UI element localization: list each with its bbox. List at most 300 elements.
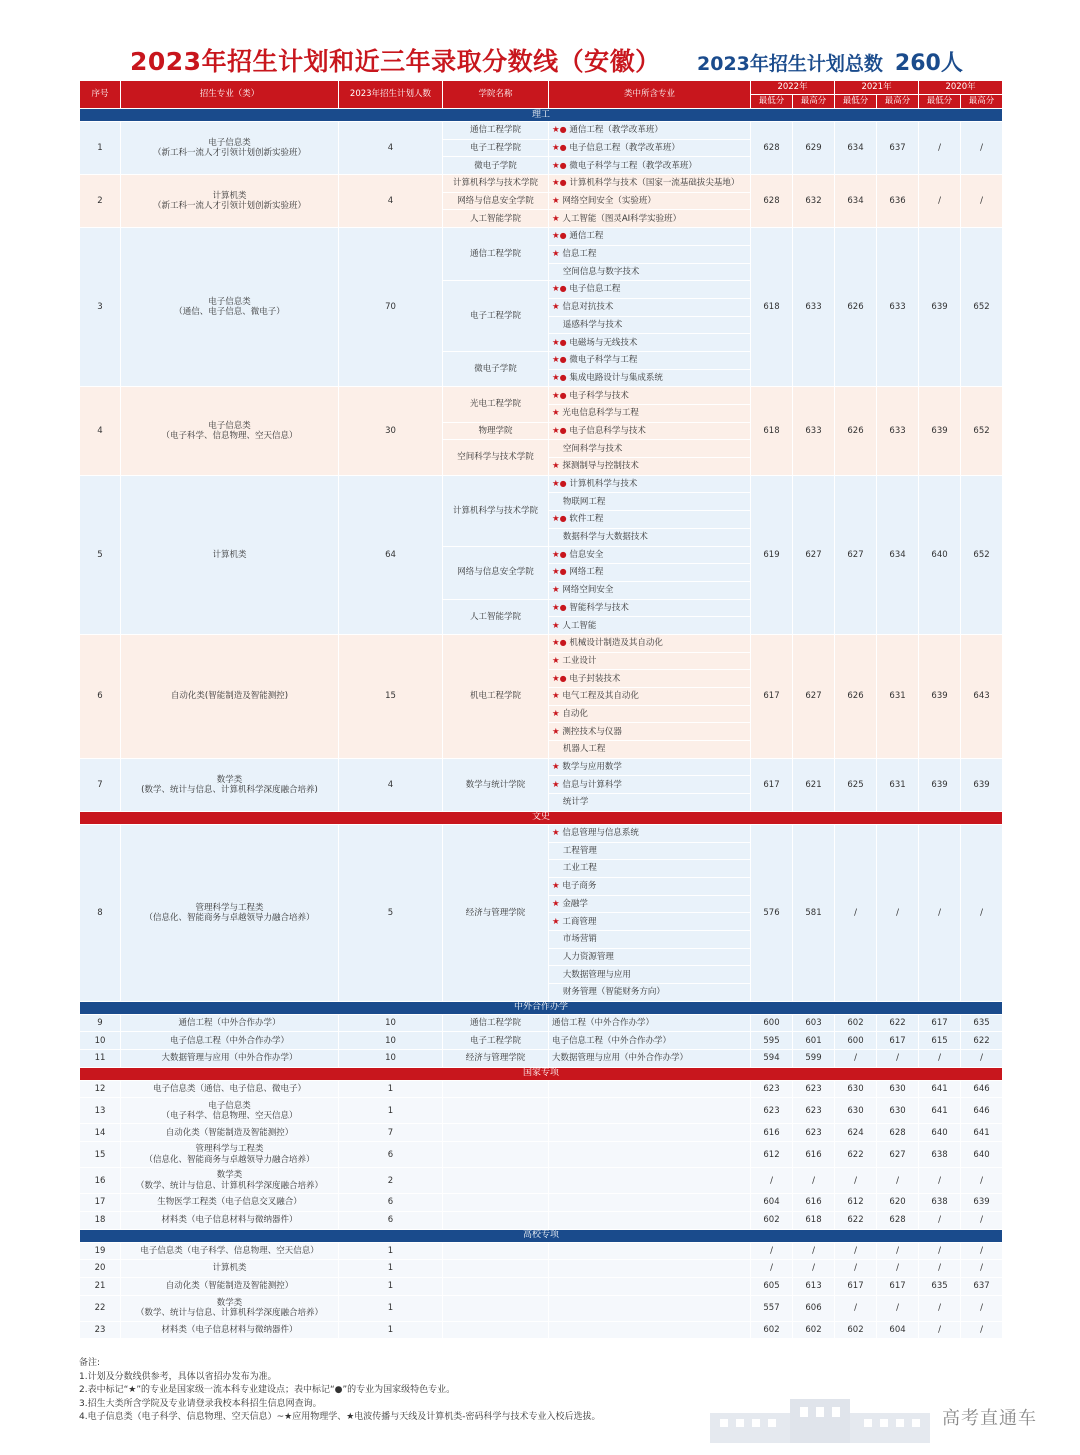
major-item: ★● 电子信息工程（教学改革班）	[549, 139, 751, 157]
row-seq: 11	[80, 1050, 121, 1068]
header-seq: 序号	[80, 81, 121, 109]
major-item: ★ 电子商务	[549, 877, 751, 895]
row-seq: 6	[80, 634, 121, 758]
major-item: ★● 电子科学与技术	[549, 387, 751, 405]
score: 631	[877, 634, 919, 758]
score: 631	[877, 758, 919, 811]
row-seq: 19	[80, 1242, 121, 1260]
row-seq: 15	[80, 1142, 121, 1168]
score: /	[961, 1211, 1003, 1229]
row-college	[443, 1168, 549, 1194]
score: 624	[835, 1124, 877, 1142]
score: /	[961, 1242, 1003, 1260]
score: /	[919, 175, 961, 228]
score: 633	[877, 228, 919, 387]
section-coop: 中外合作办学	[80, 1001, 1003, 1014]
major-item: ★ 信息管理与信息系统	[549, 824, 751, 842]
header-majors: 类中所含专业	[549, 81, 751, 109]
major-item: ★● 电磁场与无线技术	[549, 334, 751, 352]
major-item: ★ 信息工程	[549, 245, 751, 263]
score: /	[877, 1168, 919, 1194]
score: 639	[919, 634, 961, 758]
major-item: 财务管理（智能财务方向）	[549, 984, 751, 1002]
score: 639	[961, 758, 1003, 811]
row-category: 自动化类(智能制造及智能测控)	[121, 634, 339, 758]
header-college: 学院名称	[443, 81, 549, 109]
row-category: 数学类 (数学、统计与信息、计算机科学深度融合培养)	[121, 758, 339, 811]
score: 602	[835, 1014, 877, 1032]
row-college	[443, 1211, 549, 1229]
row-category: 自动化类（智能制造及智能测控）	[121, 1277, 339, 1295]
score: 557	[751, 1295, 793, 1321]
major-item: 工业工程	[549, 860, 751, 878]
score: /	[835, 1295, 877, 1321]
header-category: 招生专业（类）	[121, 81, 339, 109]
score: 630	[877, 1080, 919, 1098]
row-plan: 7	[339, 1124, 443, 1142]
header-year-2022: 2022年	[751, 81, 835, 95]
score: 623	[751, 1098, 793, 1124]
row-category: 电子信息类（通信、电子信息、微电子）	[121, 1080, 339, 1098]
score: /	[793, 1168, 835, 1194]
row-college: 电子工程学院	[443, 1032, 549, 1050]
major-item: ★ 光电信息科学与工程	[549, 405, 751, 423]
header-min: 最低分	[751, 95, 793, 109]
major-item: 市场营销	[549, 930, 751, 948]
score: 623	[793, 1124, 835, 1142]
table-row	[80, 1194, 1003, 1212]
row-majors	[549, 1142, 751, 1168]
row-college: 网络与信息安全学院	[443, 192, 549, 210]
note-item: 4.电子信息类（电子科学、信息物理、空天信息）~★应用物理学、★电波传播与天线及计算机类-密码科学与技术专业入校后选拔。	[79, 1412, 601, 1422]
score: /	[961, 824, 1003, 1001]
score: 628	[877, 1124, 919, 1142]
score: 602	[751, 1211, 793, 1229]
score: 618	[793, 1211, 835, 1229]
score: 617	[919, 1014, 961, 1032]
score: 612	[751, 1142, 793, 1168]
major-item: ★ 人工智能	[549, 617, 751, 635]
row-college: 通信工程学院	[443, 122, 549, 140]
major-item: 物联网工程	[549, 493, 751, 511]
score: 622	[877, 1014, 919, 1032]
score: 625	[835, 758, 877, 811]
major-item: 电子信息工程（中外合作办学）	[549, 1032, 751, 1050]
major-item: ★● 网络工程	[549, 564, 751, 582]
row-plan: 1	[339, 1321, 443, 1339]
score: 622	[835, 1211, 877, 1229]
notes	[79, 1357, 601, 1425]
score: 636	[877, 175, 919, 228]
table-row	[80, 1321, 1003, 1339]
score: /	[919, 1260, 961, 1278]
score: 599	[793, 1050, 835, 1068]
row-majors	[549, 1295, 751, 1321]
score: /	[793, 1260, 835, 1278]
major-item: ★● 计算机科学与技术	[549, 475, 751, 493]
score: /	[835, 1168, 877, 1194]
row-category: 管理科学与工程类 （信息化、智能商务与卓越领导力融合培养）	[121, 824, 339, 1001]
row-college: 经济与管理学院	[443, 824, 549, 1001]
table-row	[80, 824, 1003, 1001]
table-row	[80, 1014, 1003, 1032]
row-category: 大数据管理与应用（中外合作办学）	[121, 1050, 339, 1068]
score: 652	[961, 228, 1003, 387]
major-item: ★● 软件工程	[549, 511, 751, 529]
row-seq: 22	[80, 1295, 121, 1321]
score: 606	[793, 1295, 835, 1321]
row-plan: 6	[339, 1194, 443, 1212]
score: 616	[751, 1124, 793, 1142]
major-item: ★ 测控技术与仪器	[549, 723, 751, 741]
table-row	[80, 387, 1003, 475]
score: 626	[835, 634, 877, 758]
row-college: 人工智能学院	[443, 599, 549, 634]
score: 626	[835, 228, 877, 387]
score: 634	[835, 175, 877, 228]
major-item: ★ 网络空间安全	[549, 581, 751, 599]
score: /	[961, 122, 1003, 175]
major-item: 空间信息与数字技术	[549, 263, 751, 281]
score: 602	[835, 1321, 877, 1339]
score: 617	[877, 1032, 919, 1050]
major-item: 通信工程（中外合作办学）	[549, 1014, 751, 1032]
row-plan: 1	[339, 1277, 443, 1295]
row-seq: 18	[80, 1211, 121, 1229]
row-seq: 23	[80, 1321, 121, 1339]
score: 627	[793, 475, 835, 634]
score: /	[751, 1242, 793, 1260]
score: 640	[961, 1142, 1003, 1168]
score: 600	[835, 1032, 877, 1050]
row-college: 空间科学与技术学院	[443, 440, 549, 475]
row-plan: 1	[339, 1295, 443, 1321]
score: 637	[877, 122, 919, 175]
score: 617	[877, 1277, 919, 1295]
score: 617	[751, 758, 793, 811]
major-item: 大数据管理与应用	[549, 966, 751, 984]
score: 602	[793, 1321, 835, 1339]
score: 641	[961, 1124, 1003, 1142]
score: 640	[919, 475, 961, 634]
score: /	[961, 1168, 1003, 1194]
major-item: ★● 计算机科学与技术（国家一流基础拔尖基地）	[549, 175, 751, 193]
row-category: 电子信息类 （新工科一流人才引领计划创新实验班）	[121, 122, 339, 175]
row-majors	[549, 1211, 751, 1229]
table-row	[80, 1050, 1003, 1068]
row-plan: 30	[339, 387, 443, 475]
major-item: 人力资源管理	[549, 948, 751, 966]
score: 622	[961, 1032, 1003, 1050]
score: 630	[835, 1080, 877, 1098]
score: 623	[751, 1080, 793, 1098]
header-year-2020: 2020年	[919, 81, 1003, 95]
score: /	[877, 1295, 919, 1321]
table-row	[80, 1277, 1003, 1295]
row-college: 光电工程学院	[443, 387, 549, 422]
major-item: ★● 通信工程	[549, 228, 751, 246]
major-item: ★● 集成电路设计与集成系统	[549, 369, 751, 387]
score: 602	[751, 1321, 793, 1339]
major-item: 工程管理	[549, 842, 751, 860]
score: 630	[835, 1098, 877, 1124]
score: 639	[919, 758, 961, 811]
major-item: 数据科学与大数据技术	[549, 528, 751, 546]
row-seq: 21	[80, 1277, 121, 1295]
table-row	[80, 1242, 1003, 1260]
row-plan: 1	[339, 1260, 443, 1278]
row-plan: 10	[339, 1050, 443, 1068]
table-row	[80, 1142, 1003, 1168]
score: 641	[919, 1080, 961, 1098]
major-item: ★● 机械设计制造及其自动化	[549, 634, 751, 652]
major-item: 大数据管理与应用（中外合作办学）	[549, 1050, 751, 1068]
major-item: ★ 网络空间安全（实验班）	[549, 192, 751, 210]
table-row	[80, 175, 1003, 228]
score: 618	[751, 228, 793, 387]
score: /	[919, 1211, 961, 1229]
row-category: 通信工程（中外合作办学）	[121, 1014, 339, 1032]
row-seq: 12	[80, 1080, 121, 1098]
row-plan: 70	[339, 228, 443, 387]
score: 627	[793, 634, 835, 758]
major-item: ★ 数学与应用数学	[549, 758, 751, 776]
table-row	[80, 475, 1003, 634]
row-college: 通信工程学院	[443, 228, 549, 281]
score: 595	[751, 1032, 793, 1050]
major-item: 空间科学与技术	[549, 440, 751, 458]
score: /	[961, 1321, 1003, 1339]
row-college: 网络与信息安全学院	[443, 546, 549, 599]
major-item: ★ 工业设计	[549, 652, 751, 670]
campus-building-illustration	[700, 1395, 940, 1443]
score: 633	[793, 228, 835, 387]
row-majors	[549, 1321, 751, 1339]
score: /	[961, 175, 1003, 228]
table-row	[80, 1124, 1003, 1142]
score: 639	[919, 387, 961, 475]
row-seq: 7	[80, 758, 121, 811]
row-plan: 1	[339, 1098, 443, 1124]
score: /	[919, 1050, 961, 1068]
score: 637	[961, 1277, 1003, 1295]
table-row	[80, 1168, 1003, 1194]
section-arts: 文史	[80, 811, 1003, 824]
row-category: 数学类 （数学、统计与信息、计算机科学深度融合培养）	[121, 1295, 339, 1321]
row-plan: 2	[339, 1168, 443, 1194]
major-item: ★● 电子信息科学与技术	[549, 422, 751, 440]
row-college: 计算机科学与技术学院	[443, 175, 549, 193]
table-row	[80, 1080, 1003, 1098]
score: 617	[835, 1277, 877, 1295]
note-item: 2.表中标记“★”的专业是国家级一流本科专业建设点；表中标记“●”的专业为国家级特色专业。	[79, 1385, 456, 1395]
row-majors	[549, 1260, 751, 1278]
row-college	[443, 1098, 549, 1124]
score: /	[919, 1295, 961, 1321]
score: 628	[751, 122, 793, 175]
row-college	[443, 1142, 549, 1168]
row-seq: 9	[80, 1014, 121, 1032]
score: 635	[961, 1014, 1003, 1032]
major-item: 统计学	[549, 794, 751, 812]
row-majors	[549, 1168, 751, 1194]
row-college	[443, 1295, 549, 1321]
score: 634	[877, 475, 919, 634]
score: 640	[919, 1124, 961, 1142]
score: 605	[751, 1277, 793, 1295]
major-item: ★● 电子信息工程	[549, 281, 751, 299]
score: /	[877, 1050, 919, 1068]
row-plan: 6	[339, 1211, 443, 1229]
score: 576	[751, 824, 793, 1001]
row-college: 电子工程学院	[443, 281, 549, 352]
row-majors	[549, 1242, 751, 1260]
score: 646	[961, 1080, 1003, 1098]
major-item: ★ 自动化	[549, 705, 751, 723]
score: 652	[961, 475, 1003, 634]
major-item: ★● 电子封装技术	[549, 670, 751, 688]
row-college	[443, 1242, 549, 1260]
row-majors	[549, 1277, 751, 1295]
major-item: ★ 信息与计算科学	[549, 776, 751, 794]
row-college	[443, 1194, 549, 1212]
row-plan: 6	[339, 1142, 443, 1168]
score: 627	[835, 475, 877, 634]
score: 633	[793, 387, 835, 475]
score: 626	[835, 387, 877, 475]
score: /	[961, 1260, 1003, 1278]
major-item: ★ 信息对抗技术	[549, 298, 751, 316]
row-category: 电子信息类 （通信、电子信息、微电子）	[121, 228, 339, 387]
header-max: 最高分	[877, 95, 919, 109]
score: 628	[751, 175, 793, 228]
row-college: 机电工程学院	[443, 634, 549, 758]
score: /	[877, 1242, 919, 1260]
score: 646	[961, 1098, 1003, 1124]
table-row	[80, 1260, 1003, 1278]
row-category: 电子信息类 （电子科学、信息物理、空天信息）	[121, 1098, 339, 1124]
header-max: 最高分	[793, 95, 835, 109]
score: /	[835, 824, 877, 1001]
header-max: 最高分	[961, 95, 1003, 109]
row-category: 电子信息类 （电子科学、信息物理、空天信息）	[121, 387, 339, 475]
row-plan: 4	[339, 758, 443, 811]
major-item: 遥感科学与技术	[549, 316, 751, 334]
major-item: ★ 金融学	[549, 895, 751, 913]
score: /	[835, 1242, 877, 1260]
score: 620	[877, 1194, 919, 1212]
score: /	[961, 1050, 1003, 1068]
score: 632	[793, 175, 835, 228]
section-national: 国家专项	[80, 1067, 1003, 1080]
row-seq: 8	[80, 824, 121, 1001]
score: 629	[793, 122, 835, 175]
score: 616	[793, 1142, 835, 1168]
row-plan: 15	[339, 634, 443, 758]
table-row	[80, 1032, 1003, 1050]
score: /	[793, 1242, 835, 1260]
score: 603	[793, 1014, 835, 1032]
row-college: 计算机科学与技术学院	[443, 475, 549, 546]
score: 627	[877, 1142, 919, 1168]
table-row	[80, 758, 1003, 811]
score: 633	[877, 387, 919, 475]
plan-total-label: 2023年招生计划总数	[697, 53, 883, 75]
score: 635	[919, 1277, 961, 1295]
row-category: 数学类 （数学、统计与信息、计算机科学深度融合培养）	[121, 1168, 339, 1194]
score: /	[877, 1260, 919, 1278]
table-row	[80, 1098, 1003, 1124]
row-category: 计算机类	[121, 475, 339, 634]
score: 638	[919, 1142, 961, 1168]
header-min: 最低分	[835, 95, 877, 109]
section-science: 理工	[80, 109, 1003, 122]
row-college	[443, 1277, 549, 1295]
score: 628	[877, 1211, 919, 1229]
score: /	[919, 824, 961, 1001]
score: /	[751, 1260, 793, 1278]
score: 643	[961, 634, 1003, 758]
score: 594	[751, 1050, 793, 1068]
row-plan: 10	[339, 1032, 443, 1050]
score: 639	[961, 1194, 1003, 1212]
score: /	[919, 1242, 961, 1260]
table-row	[80, 122, 1003, 175]
major-item: ★ 探测制导与控制技术	[549, 458, 751, 476]
row-college	[443, 1260, 549, 1278]
score: 604	[877, 1321, 919, 1339]
major-item: ★● 通信工程（教学改革班）	[549, 122, 751, 140]
row-category: 计算机类	[121, 1260, 339, 1278]
major-item: ★● 智能科学与技术	[549, 599, 751, 617]
major-item: ★ 人工智能（图灵AI科学实验班）	[549, 210, 751, 228]
major-item: 机器人工程	[549, 741, 751, 759]
score: 634	[835, 122, 877, 175]
header-min: 最低分	[919, 95, 961, 109]
row-seq: 3	[80, 228, 121, 387]
table-row	[80, 1211, 1003, 1229]
score: 612	[835, 1194, 877, 1212]
row-college	[443, 1124, 549, 1142]
row-seq: 1	[80, 122, 121, 175]
score: 639	[919, 228, 961, 387]
row-college: 经济与管理学院	[443, 1050, 549, 1068]
table-row	[80, 228, 1003, 387]
row-majors	[549, 1194, 751, 1212]
row-seq: 5	[80, 475, 121, 634]
score: 618	[751, 387, 793, 475]
header-plan: 2023年招生计划人数	[339, 81, 443, 109]
row-college	[443, 1321, 549, 1339]
row-category: 电子信息工程（中外合作办学）	[121, 1032, 339, 1050]
major-item: ★● 微电子科学与工程	[549, 351, 751, 369]
row-college: 微电子学院	[443, 351, 549, 386]
score: /	[877, 824, 919, 1001]
row-seq: 14	[80, 1124, 121, 1142]
note-item: 3.招生大类所含学院及专业请登录我校本科招生信息网查询。	[79, 1398, 322, 1409]
plan-total	[697, 46, 963, 77]
row-seq: 4	[80, 387, 121, 475]
header-year-2021: 2021年	[835, 81, 919, 95]
row-plan: 64	[339, 475, 443, 634]
row-category: 管理科学与工程类 （信息化、智能商务与卓越领导力融合培养）	[121, 1142, 339, 1168]
major-item: ★● 信息安全	[549, 546, 751, 564]
row-majors	[549, 1080, 751, 1098]
page-title: 2023年招生计划和近三年录取分数线（安徽）	[130, 47, 661, 76]
score: 619	[751, 475, 793, 634]
row-college	[443, 1080, 549, 1098]
score: 613	[793, 1277, 835, 1295]
